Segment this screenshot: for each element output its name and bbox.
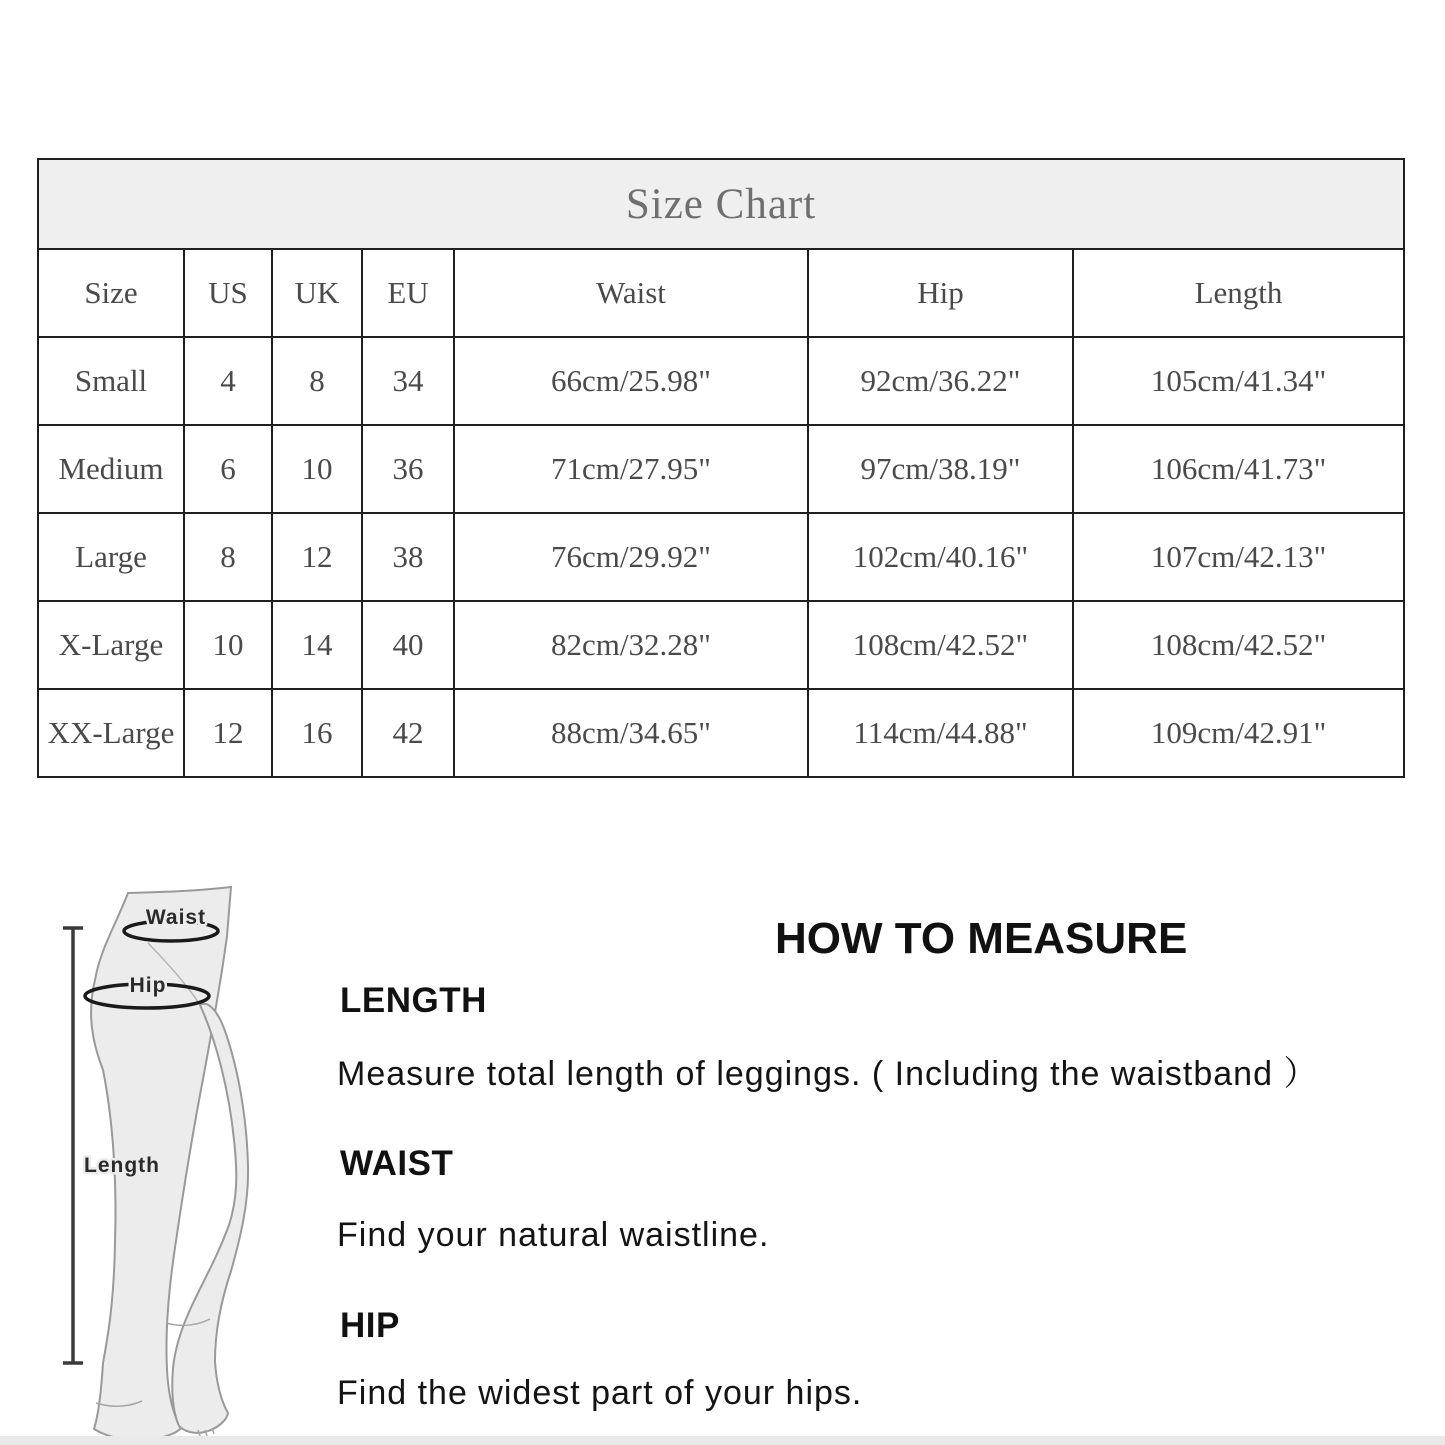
length-measure-line xyxy=(63,928,83,1363)
table-cell: XX-Large xyxy=(38,689,184,777)
table-cell: 109cm/42.91" xyxy=(1073,689,1404,777)
column-header-waist: Waist xyxy=(454,249,808,337)
size-row-x-large xyxy=(38,601,1404,689)
bottom-edge-strip xyxy=(0,1436,1445,1445)
table-cell: X-Large xyxy=(38,601,184,689)
table-cell: 12 xyxy=(184,689,272,777)
table-cell: 88cm/34.65" xyxy=(454,689,808,777)
table-cell: 4 xyxy=(184,337,272,425)
table-cell: 10 xyxy=(184,601,272,689)
column-header-size: Size xyxy=(38,249,184,337)
table-cell: 8 xyxy=(184,513,272,601)
size-row-large xyxy=(38,513,1404,601)
waist-instruction: Find your natural waistline. xyxy=(337,1216,770,1254)
table-cell: Large xyxy=(38,513,184,601)
figure-waist-label: Waist xyxy=(145,906,207,929)
size-chart-body xyxy=(38,337,1404,777)
table-cell: 108cm/42.52" xyxy=(808,601,1073,689)
table-cell: 12 xyxy=(272,513,362,601)
table-cell: 16 xyxy=(272,689,362,777)
size-chart-header-row xyxy=(38,249,1404,337)
table-cell: 105cm/41.34" xyxy=(1073,337,1404,425)
size-chart-title: Size Chart xyxy=(38,159,1404,249)
size-chart-title-row xyxy=(38,159,1404,249)
figure-length-label: Length xyxy=(84,1154,160,1177)
waist-heading: WAIST xyxy=(340,1144,454,1183)
size-row-xx-large xyxy=(38,689,1404,777)
table-cell: 106cm/41.73" xyxy=(1073,425,1404,513)
figure-hip-label: Hip xyxy=(129,974,167,997)
table-cell: 42 xyxy=(362,689,454,777)
size-row-medium xyxy=(38,425,1404,513)
table-cell: 92cm/36.22" xyxy=(808,337,1073,425)
column-header-length: Length xyxy=(1073,249,1404,337)
size-row-small xyxy=(38,337,1404,425)
column-header-uk: UK xyxy=(272,249,362,337)
table-cell: 82cm/32.28" xyxy=(454,601,808,689)
hip-instruction: Find the widest part of your hips. xyxy=(337,1374,863,1412)
table-cell: 38 xyxy=(362,513,454,601)
length-heading: LENGTH xyxy=(340,981,487,1020)
hip-heading: HIP xyxy=(340,1306,400,1345)
column-header-eu: EU xyxy=(362,249,454,337)
table-cell: 10 xyxy=(272,425,362,513)
column-header-us: US xyxy=(184,249,272,337)
table-cell: 8 xyxy=(272,337,362,425)
table-cell: 108cm/42.52" xyxy=(1073,601,1404,689)
table-cell: 97cm/38.19" xyxy=(808,425,1073,513)
table-cell: 114cm/44.88" xyxy=(808,689,1073,777)
column-header-hip: Hip xyxy=(808,249,1073,337)
table-cell: 76cm/29.92" xyxy=(454,513,808,601)
table-cell: 71cm/27.95" xyxy=(454,425,808,513)
size-chart-table xyxy=(37,158,1405,778)
legs-illustration xyxy=(40,868,340,1445)
table-cell: 102cm/40.16" xyxy=(808,513,1073,601)
how-to-measure-title: HOW TO MEASURE xyxy=(775,914,1188,963)
table-cell: 66cm/25.98" xyxy=(454,337,808,425)
table-cell: 34 xyxy=(362,337,454,425)
table-cell: 40 xyxy=(362,601,454,689)
table-cell: 107cm/42.13" xyxy=(1073,513,1404,601)
table-cell: 36 xyxy=(362,425,454,513)
table-cell: Small xyxy=(38,337,184,425)
table-cell: Medium xyxy=(38,425,184,513)
table-cell: 6 xyxy=(184,425,272,513)
measurement-figure xyxy=(40,868,340,1445)
length-instruction: Measure total length of leggings. ( Including the waistband ） xyxy=(337,1055,1319,1093)
table-cell: 14 xyxy=(272,601,362,689)
